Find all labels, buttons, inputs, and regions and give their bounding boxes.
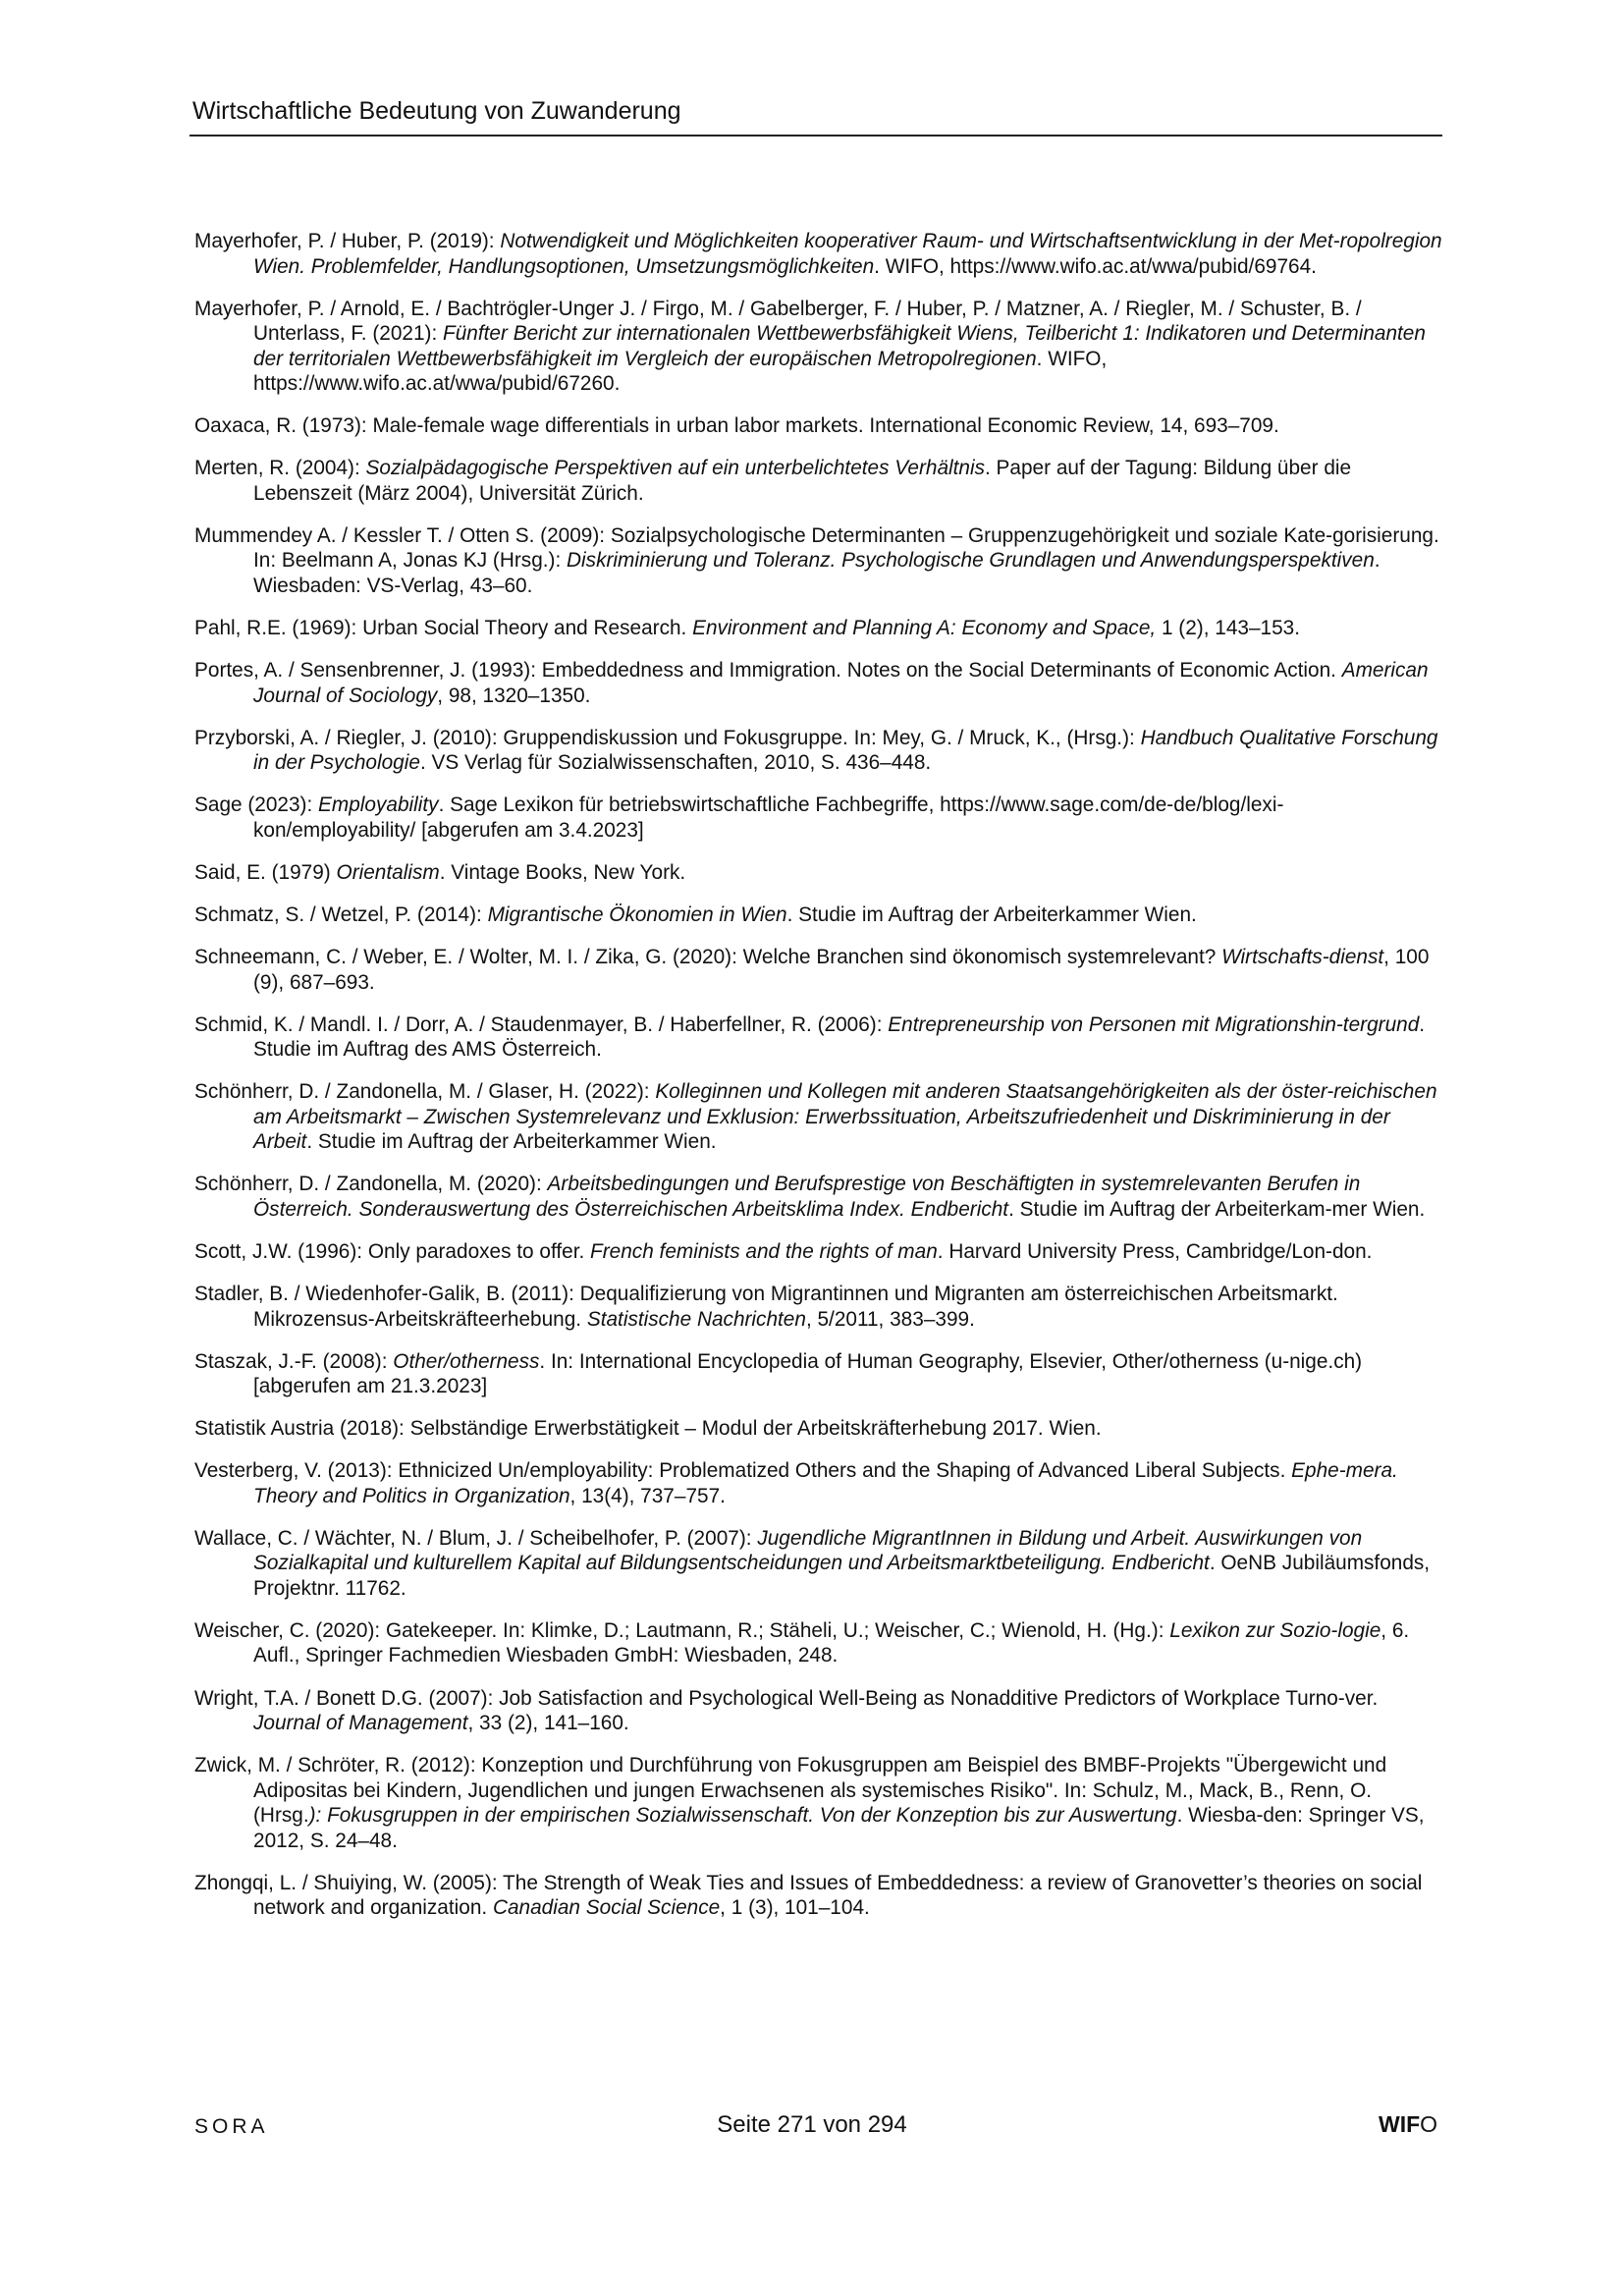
reference-title: Orientalism (336, 860, 440, 884)
reference-text: Statistik Austria (2018): Selbständige Erwerbstätigkeit – Modul der Arbeitskräfterhebung 2017. Wien. (194, 1417, 1102, 1441)
reference-entry (194, 658, 1443, 708)
reference-entry (194, 1753, 1443, 1853)
reference-text: Staszak, J.-F. (2008): (194, 1349, 394, 1373)
reference-text: , 33 (2), 141–160. (467, 1712, 629, 1735)
reference-title: Jugendliche MigrantInnen in Bildung und Arbeit. Auswirkungen von Sozialkapital und kulturellem Kapital auf Bildungsentscheidungen und Arbeitsmarktbeteiligung. Endbericht (253, 1526, 1363, 1575)
reference-text: Portes, A. / Sensenbrenner, J. (1993): Embeddedness and Immigration. Notes on the Social Determinants of Economic Action. (194, 659, 1342, 683)
reference-entry (194, 945, 1443, 995)
reference-text: , 5/2011, 383–399. (805, 1307, 975, 1331)
reference-text: Weischer, C. (2020): Gatekeeper. In: Klimke, D.; Lautmann, R.; Stäheli, U.; Weischer, C.; Wienold, H. (Hg.): (194, 1618, 1170, 1642)
reference-entry (194, 793, 1443, 843)
reference-text: . WIFO, https://www.wifo.ac.at/wwa/pubid/67260. (253, 347, 1108, 396)
reference-text: Scott, J.W. (1996): Only paradoxes to offer. (194, 1239, 591, 1263)
reference-title: American Journal of Sociology (253, 659, 1429, 707)
reference-title: French feminists and the rights of man (590, 1239, 938, 1263)
reference-text: . VS Verlag für Sozialwissenschaften, 2010, S. 436–448. (419, 751, 932, 775)
reference-title: Notwendigkeit und Möglichkeiten kooperativer Raum- und Wirtschaftsentwicklung in der Met-ropolregion Wien. Problemfelder, Handlungsoptionen, Umsetzungsmöglichkeiten (253, 230, 1442, 278)
reference-title: Diskriminierung und Toleranz. Psychologische Grundlagen und Anwendungsperspektiven (567, 549, 1375, 573)
reference-title: Migrantische Ökonomien in Wien (487, 902, 787, 926)
reference-text: . Studie im Auftrag der Arbeiterkam-mer Wien. (1008, 1197, 1426, 1221)
reference-entry (194, 1349, 1443, 1399)
reference-text: . Studie im Auftrag der Arbeiterkammer Wien. (306, 1130, 717, 1154)
reference-text: Stadler, B. / Wiedenhofer-Galik, B. (2011): Dequalifizierung von Migrantinnen und Migranten am österreichischen Arbeitsmarkt. Mikrozensus-Arbeitskräfteerhebung. (194, 1283, 1338, 1331)
reference-title: Canadian Social Science (492, 1896, 721, 1920)
reference-text: . Vintage Books, New York. (439, 860, 686, 884)
reference-text: 1 (2), 143–153. (1156, 616, 1301, 639)
wifo-logo-o: O (1420, 2111, 1438, 2137)
reference-text: Mummendey A. / Kessler T. / Otten S. (2009): Sozialpsychologische Determinanten – Gruppenzugehörigkeit und soziale Kate-gorisierung. In: Beelmann A, Jonas KJ (Hrsg.): (194, 523, 1439, 573)
reference-title: Kolleginnen und Kollegen mit anderen Staatsangehörigkeiten als der öster-reichischen am Arbeitsmarkt – Zwischen Systemrelevanz und Exklusion: Erwerbssituation, Arbeitszufriedenheit und Diskriminierung in der Arbeit (253, 1080, 1437, 1154)
reference-entry (194, 456, 1443, 506)
reference-text: . WIFO, https://www.wifo.ac.at/wwa/pubid/69764. (874, 254, 1317, 278)
reference-entry (194, 1686, 1443, 1736)
reference-entry (194, 616, 1443, 641)
reference-text: . Paper auf der Tagung: Bildung über die Lebenszeit (März 2004), Universität Zürich. (253, 457, 1352, 505)
reference-text: , 13(4), 737–757. (569, 1484, 726, 1507)
reference-text: , 98, 1320–1350. (437, 683, 591, 707)
reference-text: Mayerhofer, P. / Huber, P. (2019): (194, 230, 501, 252)
reference-entry (194, 1458, 1443, 1508)
wifo-logo-f: F (1406, 2111, 1421, 2137)
reference-text: Schneemann, C. / Weber, E. / Wolter, M. I. / Zika, G. (2020): Welche Branchen sind ökonomisch systemrelevant? (194, 946, 1222, 969)
reference-text: . Sage Lexikon für betriebswirtschaftliche Fachbegriffe, https://www.sage.com/de-de/blog/lexi-kon/employability/ [abgerufen am 3.4.2023] (253, 793, 1284, 842)
reference-entry (194, 902, 1443, 928)
reference-text: Sage (2023): (194, 793, 319, 817)
reference-title: Employability (318, 793, 439, 817)
wifo-logo-w: W (1379, 2111, 1400, 2137)
reference-text: Pahl, R.E. (1969): Urban Social Theory and Research. (194, 616, 693, 639)
reference-text: , 6. Aufl., Springer Fachmedien Wiesbaden GmbH: Wiesbaden, 248. (253, 1618, 1410, 1667)
reference-text: . Wiesba-den: Springer VS, 2012, S. 24–48. (253, 1804, 1425, 1852)
reference-entry (194, 726, 1443, 776)
reference-entry (194, 297, 1443, 397)
reference-entry (194, 1172, 1443, 1222)
reference-text: Schönherr, D. / Zandonella, M. / Glaser, H. (2022): (194, 1080, 656, 1104)
reference-entry (194, 1079, 1443, 1155)
wifo-logo-i: I (1399, 2111, 1407, 2137)
reference-text: Mayerhofer, P. / Arnold, E. / Bachtrögler-Unger J. / Firgo, M. / Gabelberger, F. / Huber, P. / Matzner, A. / Riegler, M. / Schuster, B. / Unterlass, F. (2021): (194, 297, 1362, 346)
footer-sora-label: SORA (194, 2115, 269, 2138)
reference-text: , 100 (9), 687–693. (253, 946, 1430, 994)
reference-title: ): Fokusgruppen in der empirischen Sozialwissenschaft. Von der Konzeption bis zur Auswertung (308, 1804, 1177, 1828)
reference-entry (194, 1618, 1443, 1668)
reference-text: Zhongqi, L. / Shuiying, W. (2005): The Strength of Weak Ties and Issues of Embeddedness: a review of Granovetter’s theories on social network and organization. (194, 1871, 1423, 1920)
reference-text: Zwick, M. / Schröter, R. (2012): Konzeption und Durchführung von Fokusgruppen am Beispiel des BMBF-Projekts "Übergewicht und Adipositas bei Kindern, Jugendlichen und jungen Erwachsenen als systemisches Risiko". In: Schulz, M., Mack, B., Renn, O. (Hrsg. (194, 1754, 1387, 1828)
reference-title: Statistische Nachrichten (586, 1307, 806, 1331)
reference-text: Schmatz, S. / Wetzel, P. (2014): (194, 902, 488, 926)
reference-entry (194, 1282, 1443, 1332)
reference-entry (194, 523, 1443, 599)
reference-title: Wirtschafts-dienst (1221, 946, 1384, 969)
reference-entry (194, 229, 1443, 279)
reference-title: Fünfter Bericht zur internationalen Wettbewerbsfähigkeit Wiens, Teilbericht 1: Indikatoren und Determinanten der territorialen Wettbewerbsfähigkeit im Vergleich der europäischen Metropolregionen (253, 322, 1426, 370)
reference-text: Oaxaca, R. (1973): Male-female wage differentials in urban labor markets. International Economic Review, 14, 693–709. (194, 414, 1279, 438)
page-header-title: Wirtschaftliche Bedeutung von Zuwanderung (192, 97, 681, 125)
reference-text: , 1 (3), 101–104. (720, 1896, 870, 1920)
reference-text: Vesterberg, V. (2013): Ethnicized Un/employability: Problematized Others and the Shaping of Advanced Liberal Subjects. (194, 1459, 1292, 1483)
reference-entry (194, 413, 1443, 439)
wifo-logo (1379, 2111, 1437, 2138)
reference-entry (194, 1416, 1443, 1442)
reference-text: . Wiesbaden: VS-Verlag, 43–60. (253, 549, 1380, 597)
reference-title: Sozialpädagogische Perspektiven auf ein unterbelichtetes Verhältnis (365, 457, 985, 480)
reference-text: . In: International Encyclopedia of Human Geography, Elsevier, Other/otherness (u-nige.ch) [abgerufen am 21.3.2023] (253, 1349, 1363, 1398)
reference-text: Schönherr, D. / Zandonella, M. (2020): (194, 1173, 548, 1196)
reference-title: Arbeitsbedingungen und Berufsprestige von Beschäftigten in systemrelevanten Berufen in Österreich. Sonderauswertung des Österreichischen Arbeitsklima Index. Endbericht (253, 1173, 1361, 1221)
reference-title: Entrepreneurship von Personen mit Migrationshin-tergrund (888, 1012, 1420, 1036)
reference-title: Other/otherness (393, 1349, 540, 1373)
reference-text: Wright, T.A. / Bonett D.G. (2007): Job Satisfaction and Psychological Well-Being as Nonadditive Predictors of Workplace Turno-ver. (194, 1686, 1379, 1710)
reference-text: Przyborski, A. / Riegler, J. (2010): Gruppendiskussion und Fokusgruppe. In: Mey, G. / Mruck, K., (Hrsg.): (194, 726, 1141, 749)
reference-text: Schmid, K. / Mandl. I. / Dorr, A. / Staudenmayer, B. / Haberfellner, R. (2006): (194, 1012, 889, 1036)
reference-text: . Studie im Auftrag der Arbeiterkammer Wien. (786, 902, 1197, 926)
header-divider (189, 135, 1442, 137)
reference-title: Handbuch Qualitative Forschung in der Psychologie (253, 726, 1438, 775)
reference-text: Wallace, C. / Wächter, N. / Blum, J. / Scheibelhofer, P. (2007): (194, 1526, 758, 1550)
reference-title: Ephe-mera. Theory and Politics in Organization (253, 1459, 1398, 1507)
reference-entry (194, 860, 1443, 886)
page-number: Seite 271 von 294 (717, 2111, 907, 2138)
reference-text: . OeNB Jubiläumsfonds, Projektnr. 11762. (253, 1552, 1431, 1600)
reference-entry (194, 1012, 1443, 1063)
reference-list (194, 229, 1443, 1938)
reference-text: Merten, R. (2004): (194, 457, 366, 480)
reference-text: . Studie im Auftrag des AMS Österreich. (253, 1012, 1426, 1062)
reference-text: Said, E. (1979) (194, 860, 337, 884)
reference-entry (194, 1871, 1443, 1921)
reference-title: Lexikon zur Sozio-logie (1169, 1618, 1381, 1642)
reference-text: . Harvard University Press, Cambridge/Lon-don. (937, 1239, 1373, 1263)
reference-entry (194, 1526, 1443, 1602)
reference-title: Environment and Planning A: Economy and Space, (692, 616, 1157, 639)
reference-entry (194, 1239, 1443, 1265)
reference-title: Journal of Management (253, 1712, 468, 1735)
